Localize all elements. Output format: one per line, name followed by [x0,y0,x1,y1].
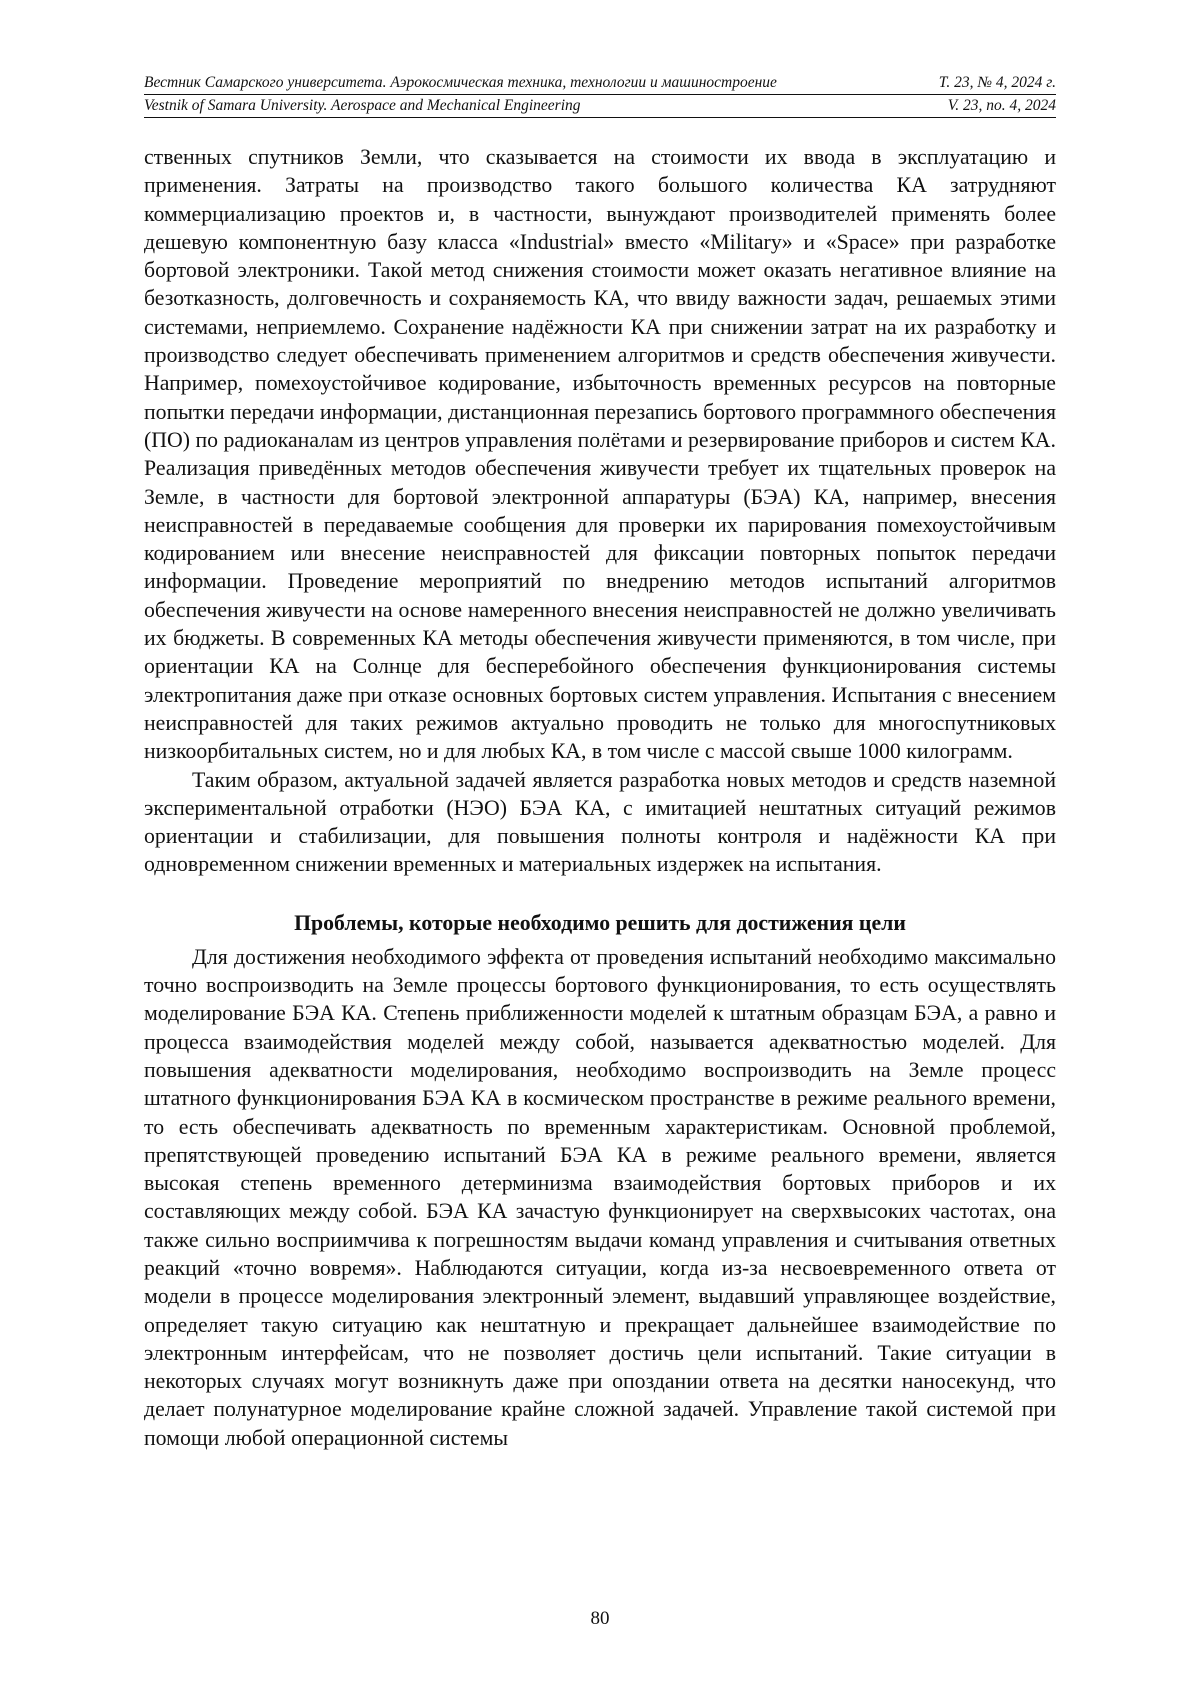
header-row-en [144,95,1056,118]
section-heading: Проблемы, которые необходимо решить для достижения цели [294,910,906,935]
page-number: 80 [590,1608,610,1629]
paragraph-conclusion: Таким образом, актуальной задачей является разработка новых методов и средств наземной экспериментальной отработки (НЭО) БЭА КА, с имитацией нештатных ситуаций режимов ориентации и стабилизации, для повышения полноты контроля и надёжности КА при одновременном снижении временных и материальных издержек на испытания. [144,767,1056,877]
volume-info-en: V. 23, no. 4, 2024 [947,97,1056,114]
paragraph-continuation: ственных спутников Земли, что сказывается на стоимости их ввода в эксплуатацию и применения. Затраты на производство такого большого количества КА затрудняют коммерциализацию проектов и, в частности, вынуждают производителей применять более дешевую компонентную базу класса «Industrial» вместо «Military» и «Space» при разработке бортовой электроники. Такой метод снижения стоимости может оказать негативное влияние на безотказность, долговечность и сохраняемость КА, что ввиду важности задач, решаемых этими системами, неприемлемо. Сохранение надёжности КА при снижении затрат на их разработку и производство следует обеспечивать применением алгоритмов и средств обеспечения живучести. Например, помехоустойчивое кодирование, избыточность временных ресурсов на повторные попытки передачи информации, дистанционная перезапись бортового программного обеспечения (ПО) по радиоканалам из центров управления полётами и резервирование приборов и систем КА. Реализация приведённых методов обеспечения живучести требует их тщательных проверок на Земле, в частности для бортовой электронной аппаратуры (БЭА) КА, например, внесения неисправностей в передаваемые сообщения для проверки их парирования помехоустойчивым кодированием или внесение неисправностей для фиксации повторных попыток передачи информации. Проведение мероприятий по внедрению методов испытаний алгоритмов обеспечения живучести на основе намеренного внесения неисправностей не должно увеличивать их бюджеты. В современных КА методы обеспечения живучести применяются, в том числе, при ориентации КА на Солнце для бесперебойного обеспечения функционирования системы электропитания даже при отказе основных бортовых систем управления. Испытания с внесением неисправностей для таких режимов актуально проводить не только для многоспутниковых низкоорбитальных систем, но и для любых КА, в том числе с массой свыше 1000 килограмм. [144,145,1056,764]
running-header [144,72,1056,118]
journal-title-en: Vestnik of Samara University. Aerospace and Mechanical Engineering [144,97,581,114]
article-body [144,143,1056,1452]
paragraph-problems: Для достижения необходимого эффекта от проведения испытаний необходимо максимально точно воспроизводить на Земле процессы бортового функционирования, то есть осуществлять моделирование БЭА КА. Степень приближенности моделей к штатным образцам БЭА, а равно и процесса взаимодействия моделей между собой, называется адекватностью моделей. Для повышения адекватности моделирования, необходимо воспроизводить на Земле процесс штатного функционирования БЭА КА в космическом пространстве в режиме реального времени, то есть обеспечивать адекватность по временным характеристикам. Основной проблемой, препятствующей проведению испытаний БЭА КА в режиме реального времени, является высокая степень временного детерминизма взаимодействия бортовых приборов и их составляющих между собой. БЭА КА зачастую функционирует на сверхвысоких частотах, она также сильно восприимчива к погрешностям выдачи команд управления и считывания ответных реакций «точно вовремя». Наблюдаются ситуации, когда из-за несвоевременного ответа от модели в процессе моделирования электронный элемент, выдавший управляющее воздействие, определяет такую ситуацию как нештатную и прекращает дальнейшее взаимодействие по электронным интерфейсам, что не позволяет достичь цели испытаний. Такие ситуации в некоторых случаях могут возникнуть даже при опоздании ответа на десятки наносекунд, что делает полунатурное моделирование крайне сложной задачей. Управление такой системой при помощи любой операционной системы [144,944,1056,1450]
volume-info-ru: Т. 23, № 4, 2024 г. [938,74,1056,91]
header-row-ru [144,72,1056,95]
journal-title-ru: Вестник Самарского университета. Аэрокосмическая техника, технологии и машиностроение [144,74,777,91]
